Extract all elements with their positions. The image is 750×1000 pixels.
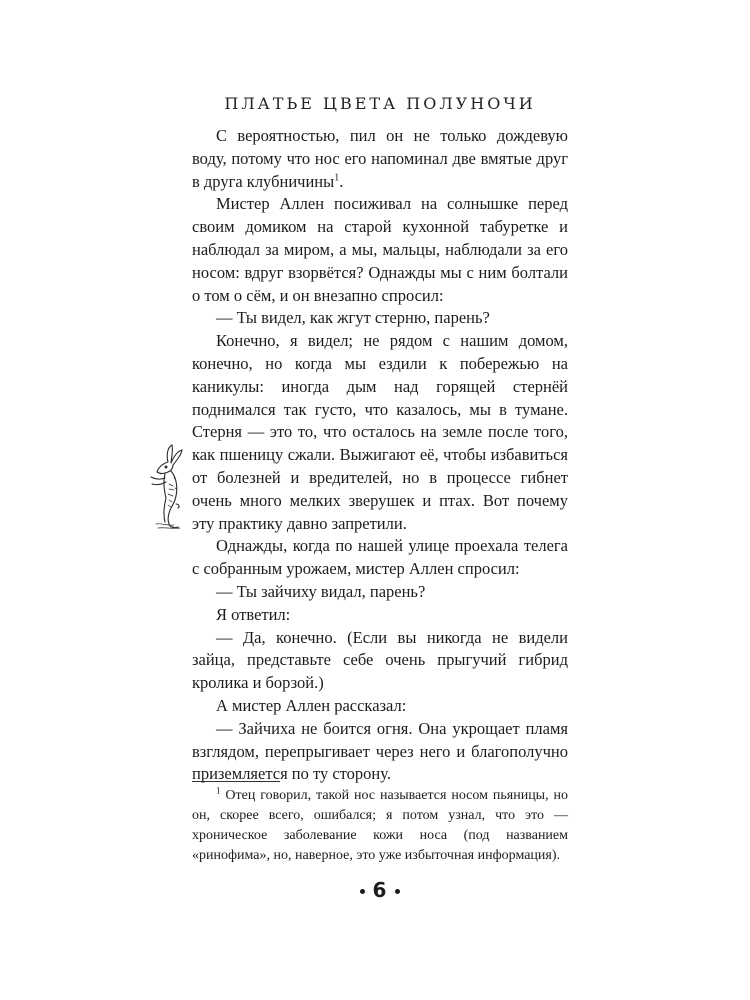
dialogue-line: — Ты зайчиху видал, парень? [216, 581, 426, 601]
dialogue-line: — Да, конечно. (Если вы никогда не видели зайца, представьте себе очень прыгучий гибрид кролика и борзой.) [192, 627, 568, 693]
paragraph-7: Я ответил: [216, 604, 291, 624]
footnote-marker: 1 [216, 785, 221, 796]
dialogue-line: — Ты видел, как жгут стерню, парень? [216, 308, 490, 328]
footnote [192, 786, 568, 866]
bullet-dot-icon [395, 889, 400, 894]
bullet-dot-icon [360, 889, 365, 894]
page-number-block [330, 878, 430, 902]
paragraph-2: Мистер Аллен посиживал на солнышке перед своим домиком на старой кухонной табуретке и наблюдал за миром, а мы, мальцы, наблюдали за его носом: вдруг взорвётся? Однажды мы с ним болтали о том о сём, и он внезапно спросил: [192, 194, 568, 305]
paragraph-4: Конечно, я видел; не рядом с нашим домом, конечно, но когда мы ездили к побережью на каникулы: иногда дым над горящей стернёй поднимался так густо, что казалось, мы в тумане. Стерня — это то, что осталось на земле после того, как пшеницу сжали. Выжигают её, чтобы избавиться от болезней и вредителей, но в процессе гибнет очень много мелких зверушек и птах. Вот почему эту практику давно запретили. [192, 331, 568, 533]
body-text [192, 125, 568, 786]
hare-sketch-icon [138, 444, 188, 530]
footnote-text: Отец говорил, такой нос называется носом пьяницы, но он, скорее всего, ошибался; я потом узнал, что это — хроническое заболевание кожи носа (под названием «ринофима», но, наверное, это уже избыточная информация). [192, 788, 568, 863]
page-number: 6 [372, 878, 388, 902]
footnote-rule [192, 781, 280, 782]
paragraph-9: А мистер Аллен рассказал: [216, 695, 407, 715]
footnote-reference: 1 [334, 172, 340, 184]
paragraph-1-text: С вероятностью, пил он не только дождевую воду, потому что нос его напоминал две вмятые друг в друга клубничины [192, 126, 568, 191]
dialogue-line: — Зайчиха не боится огня. Она укрощает пламя взглядом, перепрыгивает через него и благополучно приземляется по ту сторону. [192, 718, 568, 784]
paragraph-5: Однажды, когда по нашей улице проехала телега с собранным урожаем, мистер Аллен спросил: [192, 536, 568, 579]
running-title: ПЛАТЬЕ ЦВЕТА ПОЛУНОЧИ [224, 94, 536, 113]
paragraph-1 [192, 125, 568, 193]
paragraph-1-end: . [339, 171, 344, 191]
